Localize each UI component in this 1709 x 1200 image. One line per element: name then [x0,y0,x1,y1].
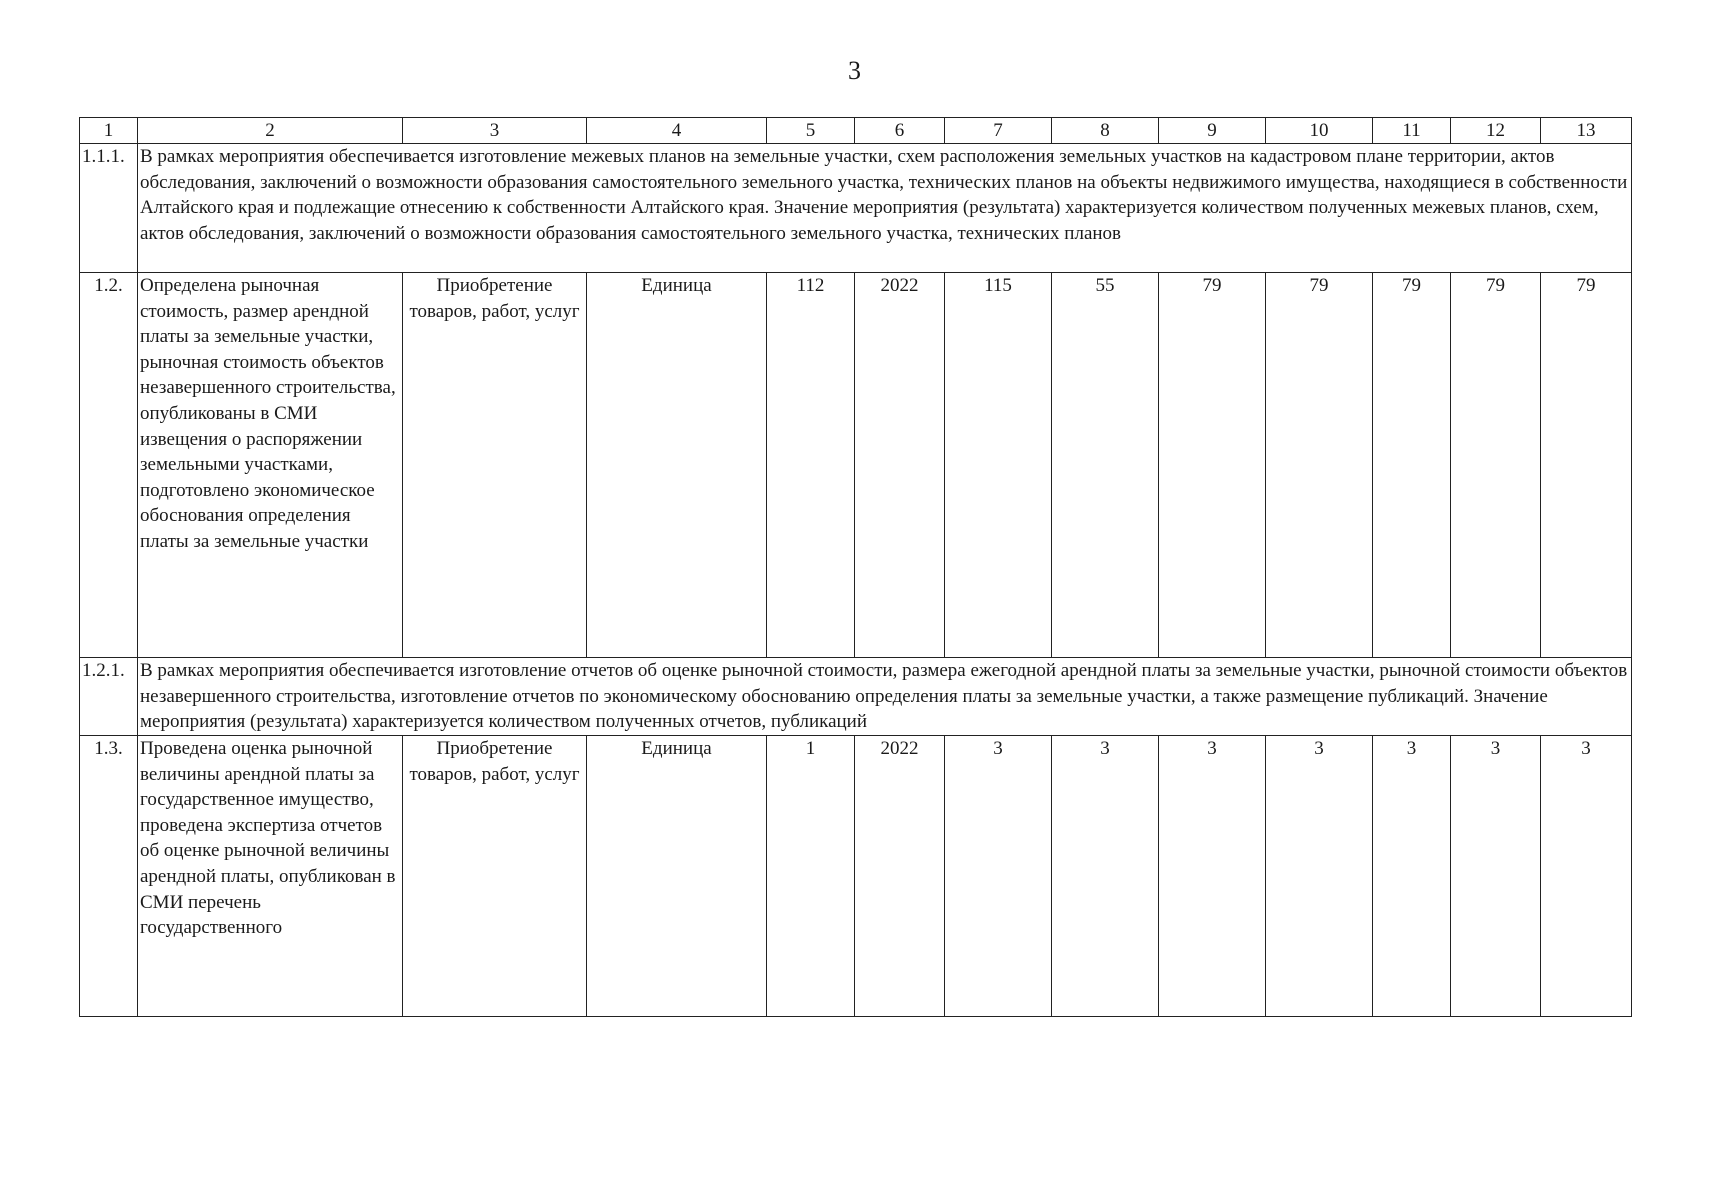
note-text: В рамках мероприятия обеспечивается изготовление отчетов об оценке рыночной стоимости, размера ежегодной арендной платы за земельные участки, рыночной стоимости объектов незавершенного строительства, изготовление отчетов по экономическому обоснованию определения платы за земельные участки, а также размещение публикаций. Значение мероприятия (результата) характеризуется количеством полученных отчетов, публикаций [138,658,1632,736]
row-description: Проведена оценка рыночной величины арендной платы за государственное имущество, проведена экспертиза отчетов об оценке рыночной величины арендной платы, опубликован в СМИ перечень государственного [138,736,403,1017]
row-value: 115 [945,273,1052,658]
row-value: 3 [1373,736,1451,1017]
data-row-1-3 [80,736,1632,1017]
header-cell: 1 [80,118,138,144]
row-code: 1.2. [80,273,138,658]
row-value: 79 [1373,273,1451,658]
header-cell: 8 [1052,118,1159,144]
header-cell: 3 [403,118,587,144]
row-value: 3 [1541,736,1632,1017]
row-value: 3 [1266,736,1373,1017]
note-row-1-1-1 [80,144,1632,273]
row-type: Приобретение товаров, работ, услуг [403,273,587,658]
row-value: 2022 [855,273,945,658]
row-value: 3 [1052,736,1159,1017]
note-row-1-2-1 [80,658,1632,736]
header-cell: 13 [1541,118,1632,144]
header-cell: 9 [1159,118,1266,144]
row-value: 3 [945,736,1052,1017]
header-cell: 6 [855,118,945,144]
header-cell: 12 [1451,118,1541,144]
row-unit: Единица [587,736,767,1017]
header-cell: 2 [138,118,403,144]
row-value: 79 [1159,273,1266,658]
row-value: 1 [767,736,855,1017]
data-row-1-2 [80,273,1632,658]
row-value: 3 [1451,736,1541,1017]
row-description: Определена рыночная стоимость, размер арендной платы за земельные участки, рыночная стоимость объектов незавершенного строительства, опубликованы в СМИ извещения о распоряжении земельными участками, подготовлено экономическое обоснования определения платы за земельные участки [138,273,403,658]
row-value: 3 [1159,736,1266,1017]
note-text: В рамках мероприятия обеспечивается изготовление межевых планов на земельные участки, схем расположения земельных участков на кадастровом плане территории, актов обследования, заключений о возможности образования самостоятельного земельного участка, технических планов на объекты недвижимого имущества, находящиеся в собственности Алтайского края и подлежащие отнесению к собственности Алтайского края. Значение мероприятия (результата) характеризуется количеством полученных межевых планов, схем, актов обследования, заключений о возможности образования самостоятельного земельного участка, технических планов [138,144,1632,273]
indicators-table [79,117,1632,1017]
row-value: 79 [1541,273,1632,658]
row-unit: Единица [587,273,767,658]
header-cell: 10 [1266,118,1373,144]
header-cell: 4 [587,118,767,144]
row-value: 55 [1052,273,1159,658]
row-code: 1.3. [80,736,138,1017]
header-cell: 5 [767,118,855,144]
row-code: 1.1.1. [80,144,138,273]
header-cell: 11 [1373,118,1451,144]
column-number-row [80,118,1632,144]
row-value: 2022 [855,736,945,1017]
row-value: 79 [1266,273,1373,658]
page-number: 3 [848,56,861,85]
row-type: Приобретение товаров, работ, услуг [403,736,587,1017]
header-cell: 7 [945,118,1052,144]
row-value: 79 [1451,273,1541,658]
row-value: 112 [767,273,855,658]
row-code: 1.2.1. [80,658,138,736]
